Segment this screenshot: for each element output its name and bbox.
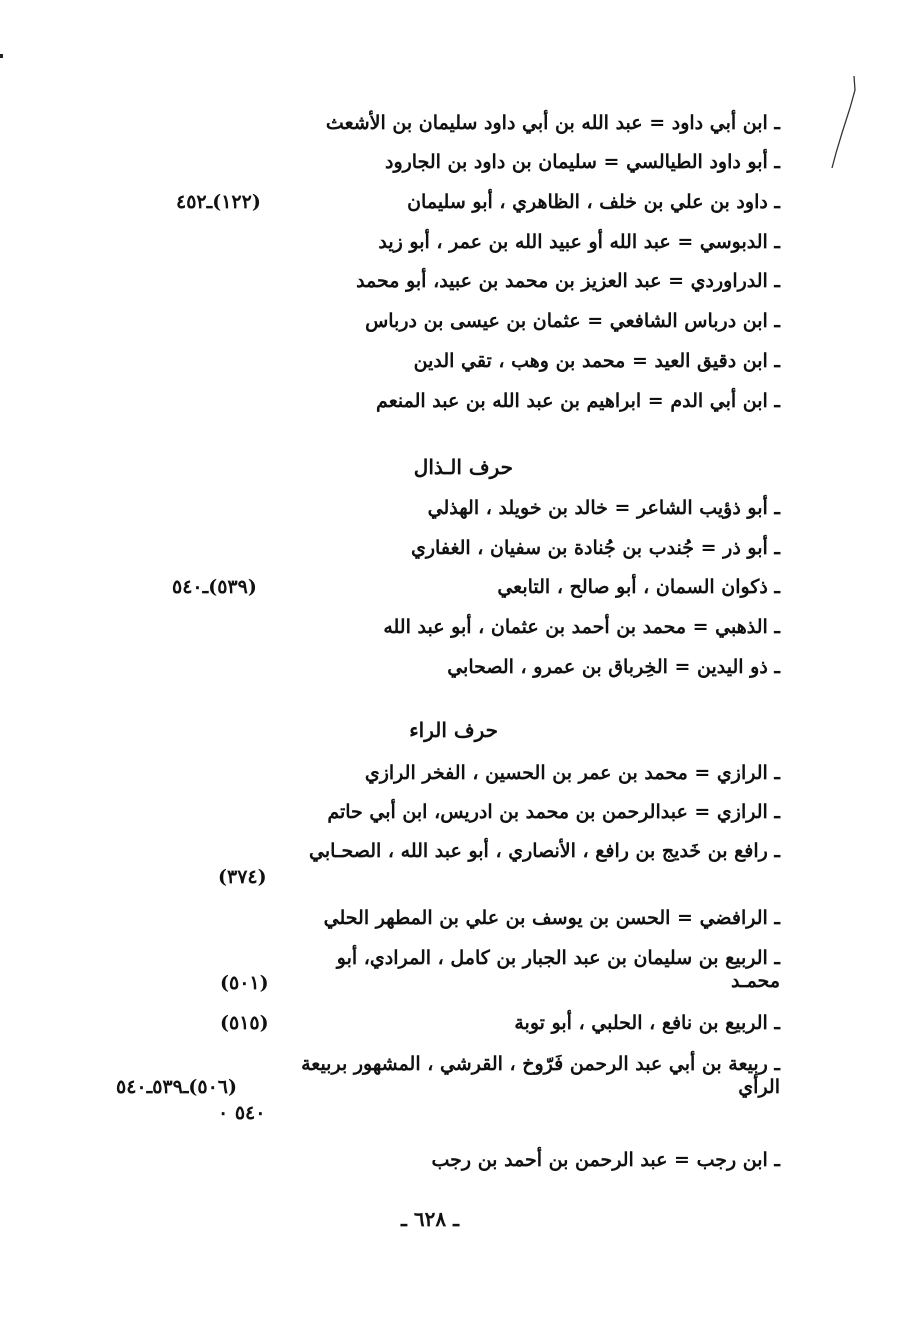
entry-ibn-dirbas: ـ ابن درباس الشافعي = عثمان بن عيسى بن درباس (365, 310, 780, 332)
entry-rabi-ibn-nafi: ـ الربيع بن نافع ، الحلبي ، أبو توبة (514, 1012, 780, 1034)
entry-ibn-abi-dawud: ـ ابن أبي داود = عبد الله بن أبي داود سليمان بن الأشعث (325, 112, 780, 134)
ref-dawud: (١٢٢)ـ٤٥٢ (176, 191, 261, 213)
margin-pencil-mark (824, 68, 864, 178)
entry-darawardi: ـ الدراوردي = عبد العزيز بن محمد بن عبيد، أبو محمد (356, 270, 780, 292)
section-title-dhal: حرف الـذال (413, 455, 513, 479)
page-number: ـ ٦٢٨ ـ (401, 1207, 459, 1231)
margin-dot (0, 54, 3, 58)
entry-ibn-daqiq-al-id: ـ ابن دقيق العيد = محمد بن وهب ، تقي الدين (413, 350, 780, 372)
ref-rabi-sulayman: (٥٠١) (220, 972, 269, 994)
entry-dhahabi: ـ الذهبي = محمد بن أحمد بن عثمان ، أبو عبد الله (383, 616, 780, 638)
entry-dhul-yadayn: ـ ذو اليدين = الخِرباق بن عمرو ، الصحابي (447, 656, 780, 678)
ref-rabia-line2: ٥٤٠ ٠ (218, 1102, 266, 1124)
entry-abu-dhuayb: ـ أبو ذؤيب الشاعر = خالد بن خويلد ، الهذلي (427, 497, 780, 519)
entry-rafidi: ـ الرافضي = الحسن بن يوسف بن علي بن المطهر الحلي (323, 907, 780, 929)
ref-rabi-nafi: (٥١٥) (220, 1012, 269, 1034)
entry-razi-fakhr: ـ الرازي = محمد بن عمر بن الحسين ، الفخر الرازي (364, 762, 780, 784)
entry-rabia: ـ ربيعة بن أبي عبد الرحمن فَرّوخ ، القرشي ، المشهور بربيعة الرأي (301, 1053, 780, 1098)
ref-rafi: (٣٧٤) (218, 866, 267, 888)
entry-rabi-ibn-sulayman: ـ الربيع بن سليمان بن عبد الجبار بن كامل ، المرادي، أبو محمـد (336, 947, 780, 992)
entry-dhakwan: ـ ذكوان السمان ، أبو صالح ، التابعي (497, 576, 780, 598)
entry-ibn-abi-al-dam: ـ ابن أبي الدم = ابراهيم بن عبد الله بن عبد المنعم (376, 390, 780, 412)
ref-dhakwan: (٥٣٩)ـ٥٤٠ (172, 576, 257, 598)
entry-ibn-rajab: ـ ابن رجب = عبد الرحمن بن أحمد بن رجب (431, 1149, 780, 1171)
entry-rafi-ibn-khadij: ـ رافع بن خَديج بن رافع ، الأنصاري ، أبو عبد الله ، الصحـابي (308, 840, 780, 862)
ref-rabia-line1: (٥٠٦)ـ٥٣٩ـ٥٤٠ (116, 1076, 238, 1098)
entry-razi-ibn-abi-hatim: ـ الرازي = عبدالرحمن بن محمد بن ادريس، ابن أبي حاتم (327, 801, 780, 823)
entry-abu-dawud-tayalisi: ـ أبو داود الطيالسي = سليمان بن داود بن الجارود (384, 151, 780, 173)
entry-dabusi: ـ الدبوسي = عبد الله أو عبيد الله بن عمر ، أبو زيد (378, 231, 780, 253)
entry-dawud-ibn-ali: ـ داود بن علي بن خلف ، الظاهري ، أبو سليمان (407, 191, 780, 213)
entry-abu-dharr: ـ أبو ذر = جُندب بن جُنادة بن سفيان ، الغفاري (411, 537, 780, 559)
section-title-ra: حرف الراء (409, 718, 498, 742)
